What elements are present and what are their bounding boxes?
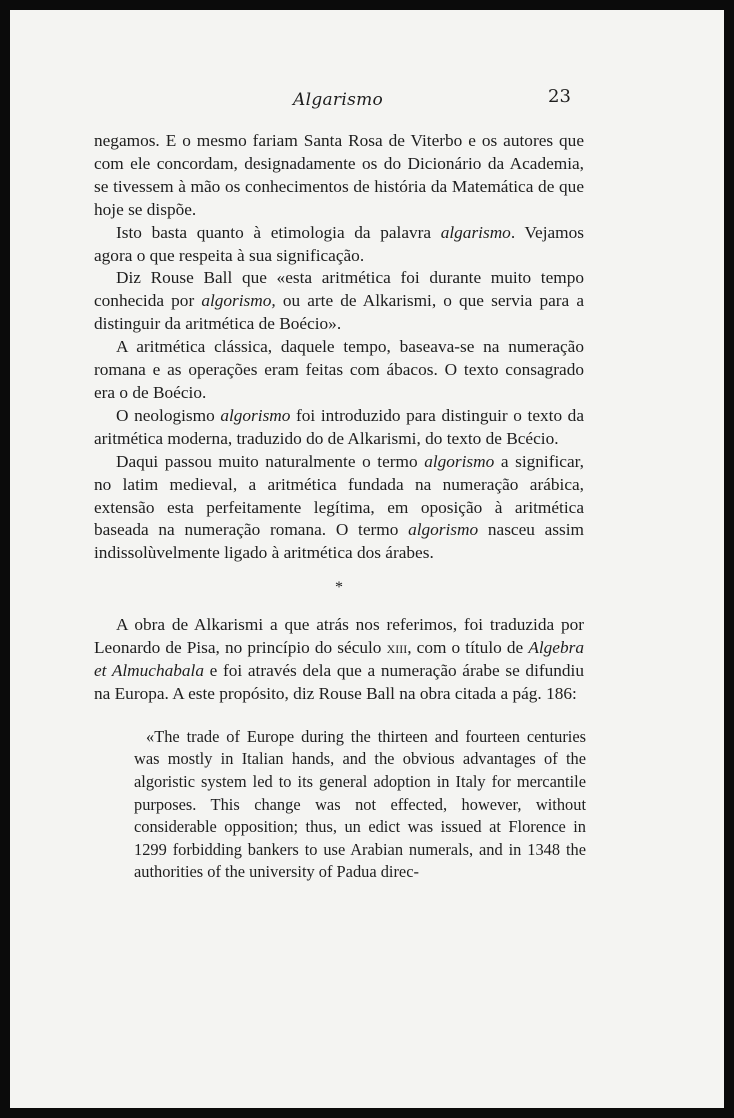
paragraph [94,614,584,706]
text-run: e foi através dela que a numeração árabe se difundiu na Europa. A este propósito, diz Rouse Ball na obra citada a pág. 186: [94,660,584,703]
text-run: A aritmética clássica, daquele tempo, baseava-se na numeração romana e as operações eram feitas com ábacos. O texto consagrado era o de Boécio. [94,337,584,402]
text-run: Diz Rouse Ball que «esta aritmética foi durante muito tempo conhecida por [94,268,584,311]
paragraph [94,222,584,268]
running-title: Algarismo [293,90,384,110]
text-run: foi introduzido para distinguir o texto da aritmética moderna, traduzido do de Alkarismi, do texto de Bcécio. [94,405,584,448]
block-quote [134,726,586,884]
text-run: . Vejamos agora o que respeita à sua significação. [94,222,584,265]
italic-term: algarismo [440,222,511,242]
italic-term: Algebra et Almuchabala [94,638,584,680]
text-run: negamos. E o mesmo fariam Santa Rosa de Viterbo e os autores que com ele concordam, designadamente os do Dicionário da Academia, se tivessem à mão os conhecimentos de história da Matemática de que hoje se dispõe. [94,131,584,219]
italic-term: algorismo [424,451,495,471]
paragraph [94,336,584,405]
page-header [10,82,724,112]
text-run: a significar, no latim medieval, a aritmética fundada na numeração arábica, extensão esta perfeitamente legítima, em oposição à aritmética baseada na numeração romana. O termo [94,451,584,540]
body-text [94,130,584,884]
paragraph [94,405,584,451]
text-run: Daqui passou muito naturalmente o termo [116,451,425,471]
italic-term: algorismo [220,405,291,425]
paragraphs-before [94,130,584,565]
paragraph [94,451,584,566]
paragraph [94,130,584,222]
quote-text: «The trade of Europe during the thirteen and fourteen centuries was mostly in Italian hands, and the obvious advantages of the algoristic system led to its general adoption in Italy for mercantile purposes. This change was not effected, however, without considerable opposition; thus, un edict was issued at Florence in 1299 forbidding bankers to use Arabian numerals, and in 1348 the authorities of the university of Padua direc- [134,726,586,882]
text-run: Isto basta quanto à etimologia da palavra [116,222,441,242]
italic-term: algorismo, [201,291,276,311]
paragraphs-after [94,614,584,706]
text-run: nasceu assim indissolùvelmente ligado à aritmética dos árabes. [94,520,584,563]
text-run: ou arte de Alkarismi, o que servia para a distinguir da aritmética de Boécio». [94,291,584,334]
small-caps-numeral: xiii [386,638,408,658]
book-page [10,10,724,1108]
text-run: A obra de Alkarismi a que atrás nos referimos, foi traduzida por Leonardo de Pisa, no princípio do século [94,615,584,658]
text-run: , com o título de [407,638,529,658]
page-number: 23 [548,86,571,107]
text-run: O neologismo [116,405,221,425]
italic-term: algorismo [408,520,479,540]
section-separator: * [335,579,343,597]
paragraph [94,267,584,336]
